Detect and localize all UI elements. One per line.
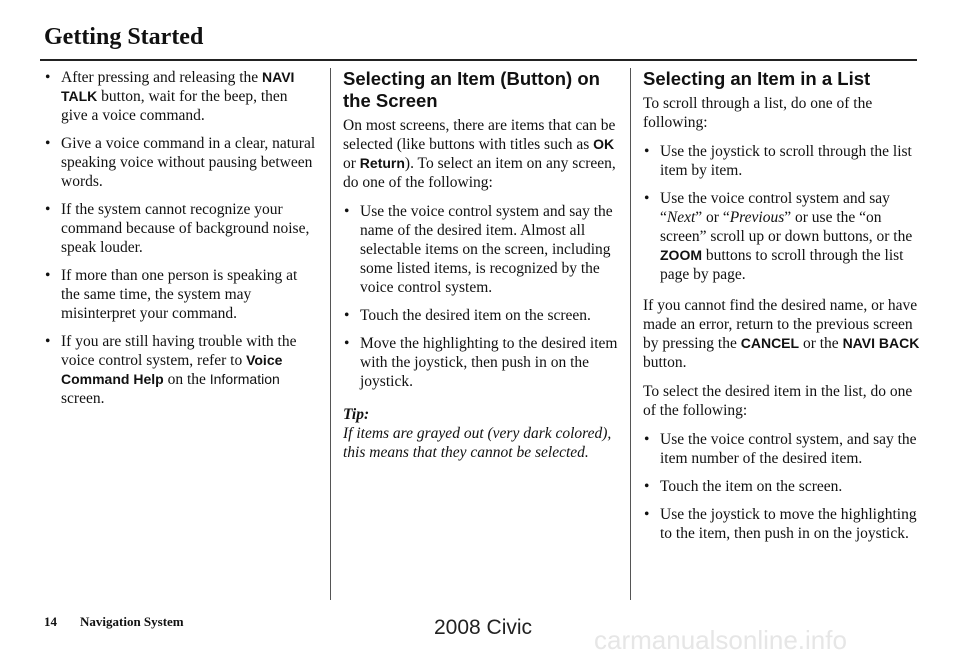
column-divider-left [330, 68, 331, 600]
column-select-button [343, 68, 618, 462]
tip-label: Tip: [343, 406, 370, 423]
page-header-title: Getting Started [44, 24, 204, 50]
cancel-paragraph: If you cannot find the desired name, or have made an error, return to the previous screen by pressing the CANCEL or the NAVI BACK button. [643, 297, 920, 371]
list-item: • Use the joystick to move the highlighting to the item, then push in on the joystick. [644, 506, 917, 542]
section-heading-select-button: Selecting an Item (Button) on the Screen [343, 68, 600, 111]
intro-paragraph: On most screens, there are items that can be selected (like buttons with titles such as OK or Return). To select an item on any screen, do one of the following: [343, 117, 616, 191]
column-divider-right [630, 68, 631, 600]
ok-label: OK [593, 136, 615, 152]
list-item: • Move the highlighting to the desired item with the joystick, then push in on the joystick. [344, 335, 618, 390]
voice-tips-list [44, 68, 316, 408]
cancel-label: CANCEL [740, 335, 800, 351]
list-item: • Touch the item on the screen. [644, 478, 843, 495]
list-item: • Touch the desired item on the screen. [344, 307, 591, 324]
page-number: 14 [44, 614, 57, 629]
list-item: • Use the voice control system and say the name of the desired item. Almost all selectable items on the screen, including some listed items, is recognized by the voice control system. [344, 203, 613, 296]
list-item: • Use the voice control system and say “Next” or “Previous” or use the “on screen” scroll up or down buttons, or the ZOOM buttons to scroll through the list page by page. [644, 190, 913, 283]
tip-text: If items are grayed out (very dark colored), this means that they cannot be selected. [343, 425, 612, 461]
section-heading-select-list: Selecting an Item in a List [643, 68, 871, 89]
list-item: • Give a voice command in a clear, natural speaking voice without pausing between words. [45, 135, 316, 190]
watermark-model: 2008 Civic [434, 616, 533, 639]
column-select-list [643, 68, 923, 552]
navi-back-label: NAVI BACK [842, 335, 920, 351]
list-select-methods-list [643, 430, 923, 543]
information-label: Information [209, 371, 280, 387]
voice-command-help-label: Voice Command Help [61, 352, 283, 387]
footer-section-title: Navigation System [80, 614, 184, 629]
list-item: • If the system cannot recognize your command because of background noise, speak louder. [45, 201, 310, 256]
zoom-label: ZOOM [660, 247, 702, 263]
list-item: • If you are still having trouble with the voice control system, refer to Voice Command Help on the Information screen. [45, 333, 297, 407]
watermark-site: carmanualsonline.info [594, 625, 847, 655]
scroll-intro-paragraph: To scroll through a list, do one of the following: [643, 95, 873, 131]
column-voice-tips [44, 68, 316, 417]
navi-talk-button-label: NAVI TALK [61, 69, 295, 104]
return-label: Return [359, 155, 405, 171]
list-item: • Use the voice control system, and say the item number of the desired item. [644, 431, 917, 467]
list-item: • After pressing and releasing the NAVI TALK button, wait for the beep, then give a voice command. [45, 69, 295, 124]
header-rule [40, 59, 917, 61]
select-intro-paragraph: To select the desired item in the list, do one of the following: [643, 383, 913, 419]
select-methods-list [343, 202, 618, 391]
scroll-methods-list [643, 142, 923, 284]
list-item: • Use the joystick to scroll through the list item by item. [644, 143, 912, 179]
list-item: • If more than one person is speaking at the same time, the system may misinterpret your command. [45, 267, 298, 322]
